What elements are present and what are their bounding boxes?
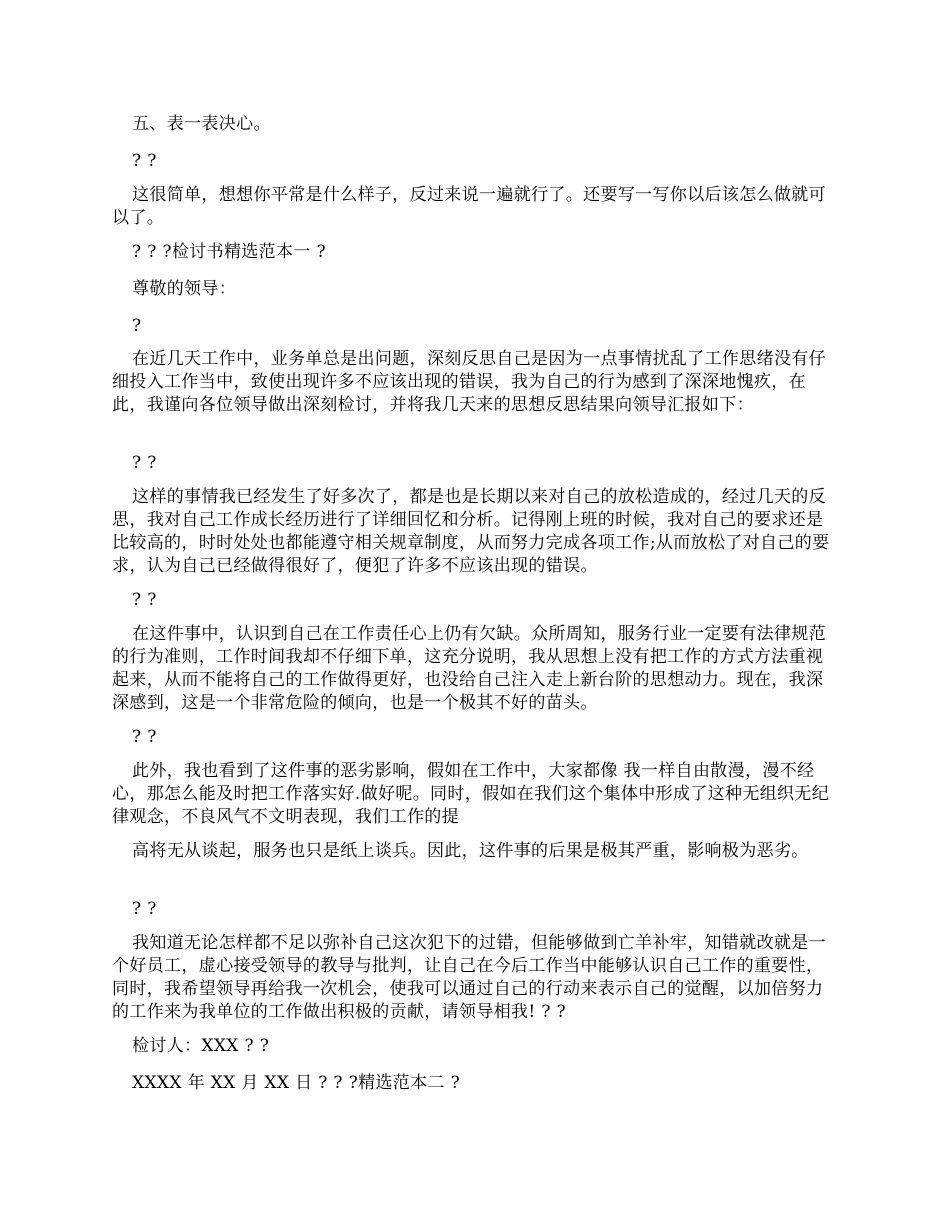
paragraph-placeholder: ? ? xyxy=(132,590,157,610)
paragraph-body: 在近几天工作中，业务单总是出问题，深刻反思自己是因为一点事情扰乱了工作思绪没有仔细投入工作当中，致使出现许多不应该出现的错误，我为自己的行为感到了深深地愧疚，在此，我谨向各位领导做出深刻检讨，并将我几天来的思想反思结果向领导汇报如下： xyxy=(112,349,826,415)
paragraph-intro: 这很简单，想想你平常是什么样子，反过来说一遍就行了。还要写一写你以后该怎么做就可以了。 xyxy=(112,185,826,228)
paragraph-placeholder: ? ? xyxy=(132,899,157,919)
paragraph-placeholder: ? ? xyxy=(132,453,157,473)
paragraph-date: XXXX 年 XX 月 XX 日 ? ? ?精选范本二 ? xyxy=(132,1073,461,1093)
paragraph-placeholder: ? ? xyxy=(132,151,157,171)
paragraph-body: 我知道无论怎样都不足以弥补自己这次犯下的过错，但能够做到亡羊补牢，知错就改就是一个好员工，虚心接受领导的教导与批判，让自己在今后工作当中能够认识自己工作的重要性，同时，我希望领导再给我一次机会，使我可以通过自己的行动来表示自己的觉醒，以加倍努力的工作来为我单位的工作做出积极的贡献，请领导相我! ? ? xyxy=(112,933,826,1022)
paragraph-placeholder: ? xyxy=(132,316,142,336)
paragraph-placeholder: ? ? xyxy=(132,727,157,747)
paragraph-heading-five: 五、表一表决心。 xyxy=(132,114,271,134)
paragraph-body: 高将无从谈起，服务也只是纸上谈兵。因此，这件事的后果是极其严重，影响极为恶劣。 xyxy=(132,841,809,861)
paragraph-sample-title: ? ? ?检讨书精选范本一 ? xyxy=(132,242,326,262)
paragraph-body: 这样的事情我已经发生了好多次了，都是也是长期以来对自己的放松造成的，经过几天的反思，我对自己工作成长经历进行了详细回忆和分析。记得刚上班的时候，我对自己的要求还是比较高的，时时处处也都能遵守相关规章制度，从而努力完成各项工作;从而放松了对自己的要求，认为自己已经做得很好了，便犯了许多不应该出现的错误。 xyxy=(112,487,830,576)
paragraph-body: 在这件事中，认识到自己在工作责任心上仍有欠缺。众所周知，服务行业一定要有法律规范的行为准则，工作时间我却不仔细下单，这充分说明，我从思想上没有把工作的方式方法重视起来，从而不能将自己的工作做得更好，也没给自己注入走上新台阶的思想动力。现在，我深深感到，这是一个非常危险的倾向，也是一个极其不好的苗头。 xyxy=(112,624,826,713)
paragraph-signature: 检讨人：XXX ? ? xyxy=(132,1036,270,1056)
paragraph-salutation: 尊敬的领导： xyxy=(132,279,237,299)
paragraph-body: 此外，我也看到了这件事的恶劣影响，假如在工作中，大家都像 我一样自由散漫，漫不经心，那怎么能及时把工作落实好.做好呢。同时，假如在我们这个集体中形成了这种无组织无纪律观念，不良风气不文明表现，我们工作的提 xyxy=(112,761,830,827)
